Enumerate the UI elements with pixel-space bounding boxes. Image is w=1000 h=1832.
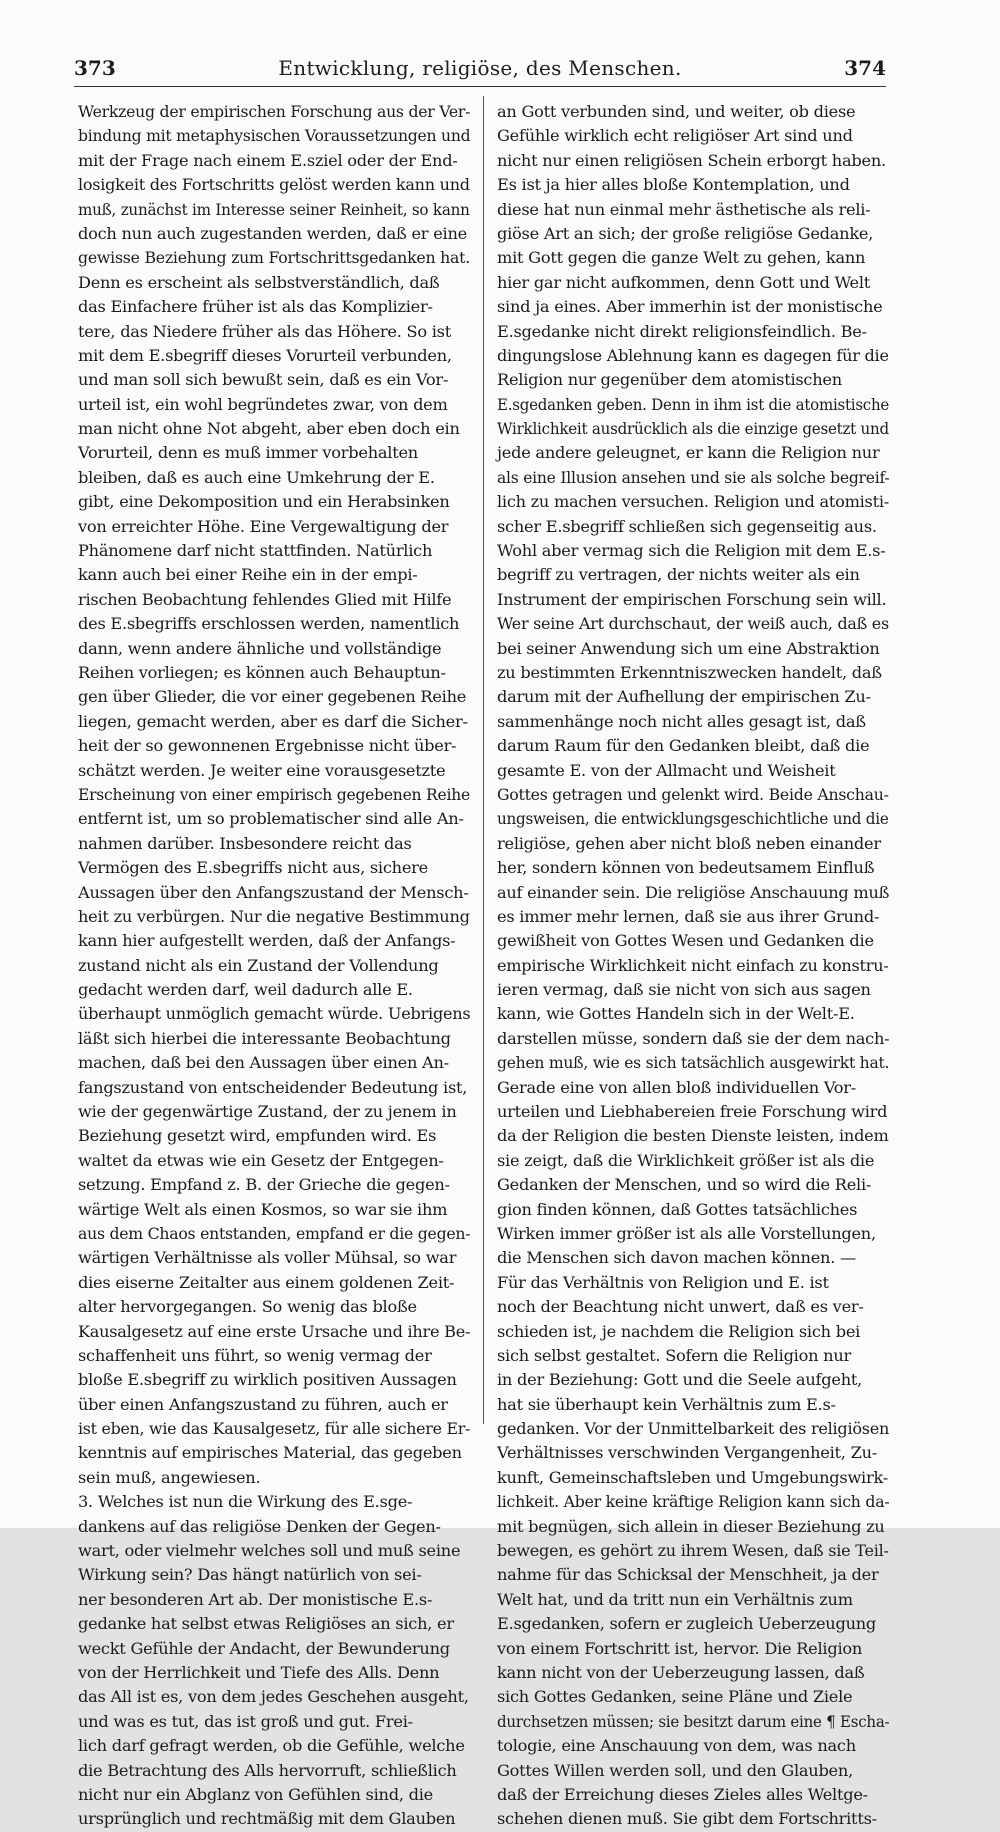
text-line: Verhältnisses verschwinden Vergangenheit, Zu-	[497, 1443, 877, 1463]
text-line: bewegen, es gehört zu ihrem Wesen, daß sie Teil-	[497, 1541, 889, 1561]
text-line: von einem Fortschritt ist, hervor. Die Religion	[497, 1638, 863, 1658]
text-line: Phänomene darf nicht stattfinden. Natürlich	[78, 541, 433, 561]
text-line: mit der Frage nach einem E.sziel oder der End-	[78, 150, 458, 170]
text-line: Aussagen über den Anfangszustand der Mensch-	[78, 882, 469, 902]
text-line: begriff zu vertragen, der nichts weiter als ein	[497, 565, 860, 585]
text-line: zustand nicht als ein Zustand der Vollendung	[78, 955, 439, 975]
text-line: E.sgedanke nicht direkt religionsfeindlich. Be-	[497, 321, 867, 341]
text-line: nahme für das Schicksal der Menschheit, ja der	[497, 1565, 879, 1585]
text-line: gedacht werden darf, weil dadurch alle E.	[78, 980, 413, 1000]
text-line: urteilen und Liebhabereien freie Forschung wird	[497, 1102, 888, 1122]
text-line: dann, wenn andere ähnliche und vollständige	[78, 638, 442, 658]
text-line: Reihen vorliegen; es können auch Behauptun-	[78, 662, 446, 682]
running-header	[74, 52, 886, 84]
column-divider	[483, 96, 484, 1424]
text-line: sind ja eines. Aber immerhin ist der monistische	[497, 297, 883, 317]
text-line: sein muß, angewiesen.	[78, 1467, 261, 1487]
text-line: als eine Illusion ansehen und sie als solche begreif-	[497, 467, 890, 487]
text-line: es immer mehr lernen, daß sie aus ihrer Grund-	[497, 906, 880, 926]
text-line: gewisse Beziehung zum Fortschrittsgedanken hat.	[78, 248, 470, 268]
text-line: Vorurteil, denn es muß immer vorbehalten	[78, 443, 418, 463]
text-line: dingungslose Ablehnung kann es dagegen für die	[497, 345, 889, 365]
text-line: und was es tut, das ist groß und gut. Frei-	[78, 1711, 413, 1731]
text-line: kann auch bei einer Reihe ein in der empi-	[78, 565, 418, 585]
text-line: das All ist es, von dem jedes Geschehen ausgeht,	[78, 1687, 469, 1707]
page-number-left: 373	[74, 56, 116, 80]
text-line: Gottes getragen und gelenkt wird. Beide Anschau-	[497, 784, 889, 804]
text-line: kann, wie Gottes Handeln sich in der Welt-E.	[497, 1004, 855, 1024]
text-line: gedanke hat selbst etwas Religiöses an sich, er	[78, 1614, 454, 1634]
text-line: über einen Anfangszustand zu führen, auch er	[78, 1394, 448, 1414]
text-line: kenntnis auf empirisches Material, das gegeben	[78, 1443, 462, 1463]
text-line: Wirklichkeit ausdrücklich als die einzige gesetzt und	[497, 419, 889, 439]
text-line: wart, oder vielmehr welches soll und muß seine	[78, 1541, 461, 1561]
text-line: gesamte E. von der Allmacht und Weisheit	[497, 760, 836, 780]
text-line: E.sgedanken, sofern er zugleich Ueberzeugung	[497, 1614, 877, 1634]
text-line: gibt, eine Dekomposition und ein Herabsinken	[78, 492, 450, 512]
text-line: Welt hat, und da tritt nun ein Verhältnis zum	[497, 1589, 853, 1609]
text-line: her, sondern können von bedeutsamem Einfluß	[497, 858, 875, 878]
running-title: Entwicklung, religiöse, des Menschen.	[278, 56, 682, 80]
text-line: Werkzeug der empirischen Forschung aus der Ver-	[78, 102, 471, 121]
text-line: empirische Wirklichkeit nicht einfach zu konstru-	[497, 955, 889, 975]
text-line: des E.sbegriffs erschlossen werden, namentlich	[78, 614, 460, 634]
text-line: gedanken. Vor der Unmittelbarkeit des religiösen	[497, 1419, 890, 1439]
text-line: die Menschen sich davon machen können. —	[497, 1248, 856, 1268]
text-line: Denn es erscheint als selbstverständlich, daß	[78, 272, 440, 292]
text-line: Gefühle wirklich echt religiöser Art sind und	[497, 126, 853, 146]
text-line: Religion nur gegenüber dem atomistischen	[497, 370, 842, 390]
text-line: an Gott verbunden sind, und weiter, ob diese	[497, 102, 856, 121]
text-line: schehen dienen muß. Sie gibt dem Fortschritts-	[497, 1809, 877, 1829]
text-line: bindung mit metaphysischen Voraussetzungen und	[78, 126, 471, 146]
text-line: ungsweisen, die entwicklungsgeschichtliche und die	[497, 809, 889, 829]
text-line: mit begnügen, sich allein in dieser Beziehung zu	[497, 1516, 885, 1536]
text-line: weckt Gefühle der Andacht, der Bewunderung	[78, 1638, 450, 1658]
text-line: darum Raum für den Gedanken bleibt, daß die	[497, 736, 870, 756]
text-line: zu bestimmten Erkenntniszwecken handelt, daß	[497, 662, 882, 682]
text-line: in der Beziehung: Gott und die Seele aufgeht,	[497, 1370, 863, 1390]
text-line: darum mit der Aufhellung der empirischen Zu-	[497, 687, 871, 707]
text-line: waltet da etwas wie ein Gesetz der Entgegen-	[78, 1150, 444, 1170]
text-line: diese hat nun einmal mehr ästhetische als reli-	[497, 199, 871, 219]
text-line: läßt sich hierbei die interessante Beobachtung	[78, 1028, 451, 1048]
text-line: sich Gottes Gedanken, seine Pläne und Ziele	[497, 1687, 853, 1707]
text-line: noch der Beachtung nicht unwert, daß es ver-	[497, 1297, 864, 1317]
text-line: Wirken immer größer ist als alle Vorstellungen,	[497, 1223, 876, 1243]
text-line: Wer seine Art durchschaut, der weiß auch, daß es	[497, 614, 889, 634]
text-line: überhaupt unmöglich gemacht würde. Uebrigens	[78, 1004, 471, 1024]
text-line: sich selbst gestaltet. Sofern die Religion nur	[497, 1345, 852, 1365]
text-line: die Betrachtung des Alls hervorruft, schließlich	[78, 1760, 457, 1780]
text-line: schieden ist, je nachdem die Religion sich bei	[497, 1321, 861, 1341]
text-line: mit Gott gegen die ganze Welt zu gehen, kann	[497, 248, 866, 268]
text-line: gion finden können, daß Gottes tatsächliches	[497, 1199, 858, 1219]
text-line: bloße E.sbegriff zu wirklich positiven Aussagen	[78, 1370, 457, 1390]
text-line: lich zu machen versuchen. Religion und atomisti-	[497, 492, 889, 512]
text-line: kunft, Gemeinschaftsleben und Umgebungswirk-	[497, 1467, 888, 1487]
text-line: dies eiserne Zeitalter aus einem goldenen Zeit-	[78, 1272, 455, 1292]
text-line: wie der gegenwärtige Zustand, der zu jenem in	[78, 1102, 457, 1122]
text-line: darstellen müsse, sondern daß sie der dem nach-	[497, 1028, 890, 1048]
text-line: nahmen darüber. Insbesondere reicht das	[78, 833, 412, 853]
text-line: da der Religion die besten Dienste leisten, indem	[497, 1126, 889, 1146]
text-line: doch nun auch zugestanden werden, daß er eine	[78, 223, 467, 243]
text-line: bei seiner Anwendung sich um eine Abstraktion	[497, 638, 880, 658]
text-line: wärtige Welt als einen Kosmos, so war sie ihm	[78, 1199, 448, 1219]
text-line: Es ist ja hier alles bloße Kontemplation, und	[497, 175, 850, 195]
text-line: muß, zunächst im Interesse seiner Reinheit, so kann	[78, 199, 470, 219]
text-line: ist eben, wie das Kausalgesetz, für alle sichere Er-	[78, 1419, 471, 1439]
text-line: tologie, eine Anschauung von dem, was nach	[497, 1736, 856, 1756]
text-line: Erscheinung von einer empirisch gegebenen Reihe	[78, 784, 470, 804]
page-number-right: 374	[844, 56, 886, 80]
text-line: tere, das Niedere früher als das Höhere. So ist	[78, 321, 451, 341]
text-line: dankens auf das religiöse Denken der Gegen-	[78, 1516, 441, 1536]
text-line: heit der so gewonnenen Ergebnisse nicht über-	[78, 736, 457, 756]
text-line: Vermögen des E.sbegriffs nicht aus, sichere	[78, 858, 428, 878]
text-line: gehen muß, wie es sich tatsächlich ausgewirkt hat.	[497, 1053, 890, 1073]
text-line: losigkeit des Fortschritts gelöst werden kann und	[78, 175, 470, 195]
text-line: ner besonderen Art ab. Der monistische E.s-	[78, 1589, 433, 1609]
text-line: fangszustand von entscheidender Bedeutung ist,	[78, 1077, 468, 1097]
text-line: religiöse, gehen aber nicht bloß neben einander	[497, 833, 881, 853]
text-line: ieren vermag, daß sie nicht von sich aus sagen	[497, 980, 871, 1000]
text-line: kann hier aufgestellt werden, daß der Anfangs-	[78, 931, 456, 951]
text-line: wärtigen Verhältnisse als voller Mühsal, so war	[78, 1248, 457, 1268]
text-line: durchsetzen müssen; sie besitzt darum eine ¶ Escha-	[497, 1711, 890, 1731]
text-line: nicht nur ein Abglanz von Gefühlen sind, die	[78, 1784, 433, 1804]
text-line: Gedanken der Menschen, und so wird die Reli-	[497, 1175, 872, 1195]
text-line: kann nicht von der Ueberzeugung lassen, daß	[497, 1663, 865, 1682]
text-line: von erreichter Höhe. Eine Vergewaltigung der	[78, 516, 449, 536]
text-line: bleiben, daß es auch eine Umkehrung der E.	[78, 467, 435, 487]
text-line: und man soll sich bewußt sein, daß es ein Vor-	[78, 370, 449, 390]
text-line: sammenhänge noch nicht alles gesagt ist, daß	[497, 711, 866, 731]
text-line: urteil ist, ein wohl begründetes zwar, von dem	[78, 394, 448, 414]
text-line: hier gar nicht aufkommen, denn Gott und Welt	[497, 272, 871, 292]
text-line: auf einander sein. Die religiöse Anschauung muß	[497, 882, 890, 902]
text-line: machen, daß bei den Aussagen über einen An-	[78, 1053, 449, 1073]
text-line: jede andere geleugnet, er kann die Religion nur	[497, 443, 880, 463]
text-line: nicht nur einen religiösen Schein erborgt haben.	[497, 150, 886, 170]
text-line: Gerade eine von allen bloß individuellen Vor-	[497, 1077, 856, 1097]
text-line: Für das Verhältnis von Religion und E. ist	[497, 1272, 829, 1292]
text-line: heit zu verbürgen. Nur die negative Bestimmung	[78, 906, 470, 926]
text-line: scher E.sbegriff schließen sich gegenseitig aus.	[497, 516, 877, 536]
left-column	[78, 100, 471, 1829]
text-line: Kausalgesetz auf eine erste Ursache und ihre Be-	[78, 1321, 471, 1341]
text-line: das Einfachere früher ist als das Komplizier-	[78, 297, 433, 317]
text-line: Instrument der empirischen Forschung sein will.	[497, 589, 887, 609]
text-line: gewißheit von Gottes Wesen und Gedanken die	[497, 931, 874, 951]
text-line: rischen Beobachtung fehlendes Glied mit Hilfe	[78, 589, 452, 609]
text-line: aus dem Chaos entstanden, empfand er die gegen-	[78, 1223, 471, 1243]
right-column	[497, 100, 890, 1829]
text-line: hat sie überhaupt kein Verhältnis zum E.s-	[497, 1394, 836, 1414]
text-line: schätzt werden. Je weiter eine vorausgesetzte	[78, 760, 446, 780]
text-line: setzung. Empfand z. B. der Grieche die gegen-	[78, 1175, 450, 1195]
text-line: liegen, gemacht werden, aber es darf die Sicher-	[78, 711, 468, 731]
header-rule	[74, 86, 886, 87]
text-line: Wohl aber vermag sich die Religion mit dem E.s-	[497, 541, 886, 561]
text-line: gen über Glieder, die vor einer gegebenen Reihe	[78, 687, 467, 707]
text-line: sie zeigt, daß die Wirklichkeit größer ist als die	[497, 1150, 875, 1170]
text-line: lichkeit. Aber keine kräftige Religion kann sich da-	[497, 1492, 890, 1512]
text-line: E.sgedanken geben. Denn in ihm ist die atomistische	[497, 394, 890, 414]
text-line: ursprünglich und rechtmäßig mit dem Glauben	[78, 1809, 456, 1829]
text-line: man nicht ohne Not abgeht, aber eben doch ein	[78, 419, 460, 439]
text-line: lich darf gefragt werden, ob die Gefühle, welche	[78, 1736, 465, 1756]
text-line: daß der Erreichung dieses Zieles alles Weltge-	[497, 1784, 868, 1804]
text-line: mit dem E.sbegriff dieses Vorurteil verbunden,	[78, 345, 452, 365]
text-line: 3. Welches ist nun die Wirkung des E.sge-	[78, 1492, 413, 1512]
text-line: entfernt ist, um so problematischer sind alle An-	[78, 809, 464, 829]
text-line: von der Herrlichkeit und Tiefe des Alls. Denn	[78, 1663, 440, 1682]
text-line: alter hervorgegangen. So wenig das bloße	[78, 1297, 417, 1317]
text-line: Beziehung gesetzt wird, empfunden wird. Es	[78, 1126, 437, 1146]
text-line: Gottes Willen werden soll, und den Glauben,	[497, 1760, 853, 1780]
text-line: schaffenheit uns führt, so wenig vermag der	[78, 1345, 432, 1365]
text-line: Wirkung sein? Das hängt natürlich von sei-	[78, 1565, 422, 1585]
text-line: giöse Art an sich; der große religiöse Gedanke,	[497, 223, 874, 243]
